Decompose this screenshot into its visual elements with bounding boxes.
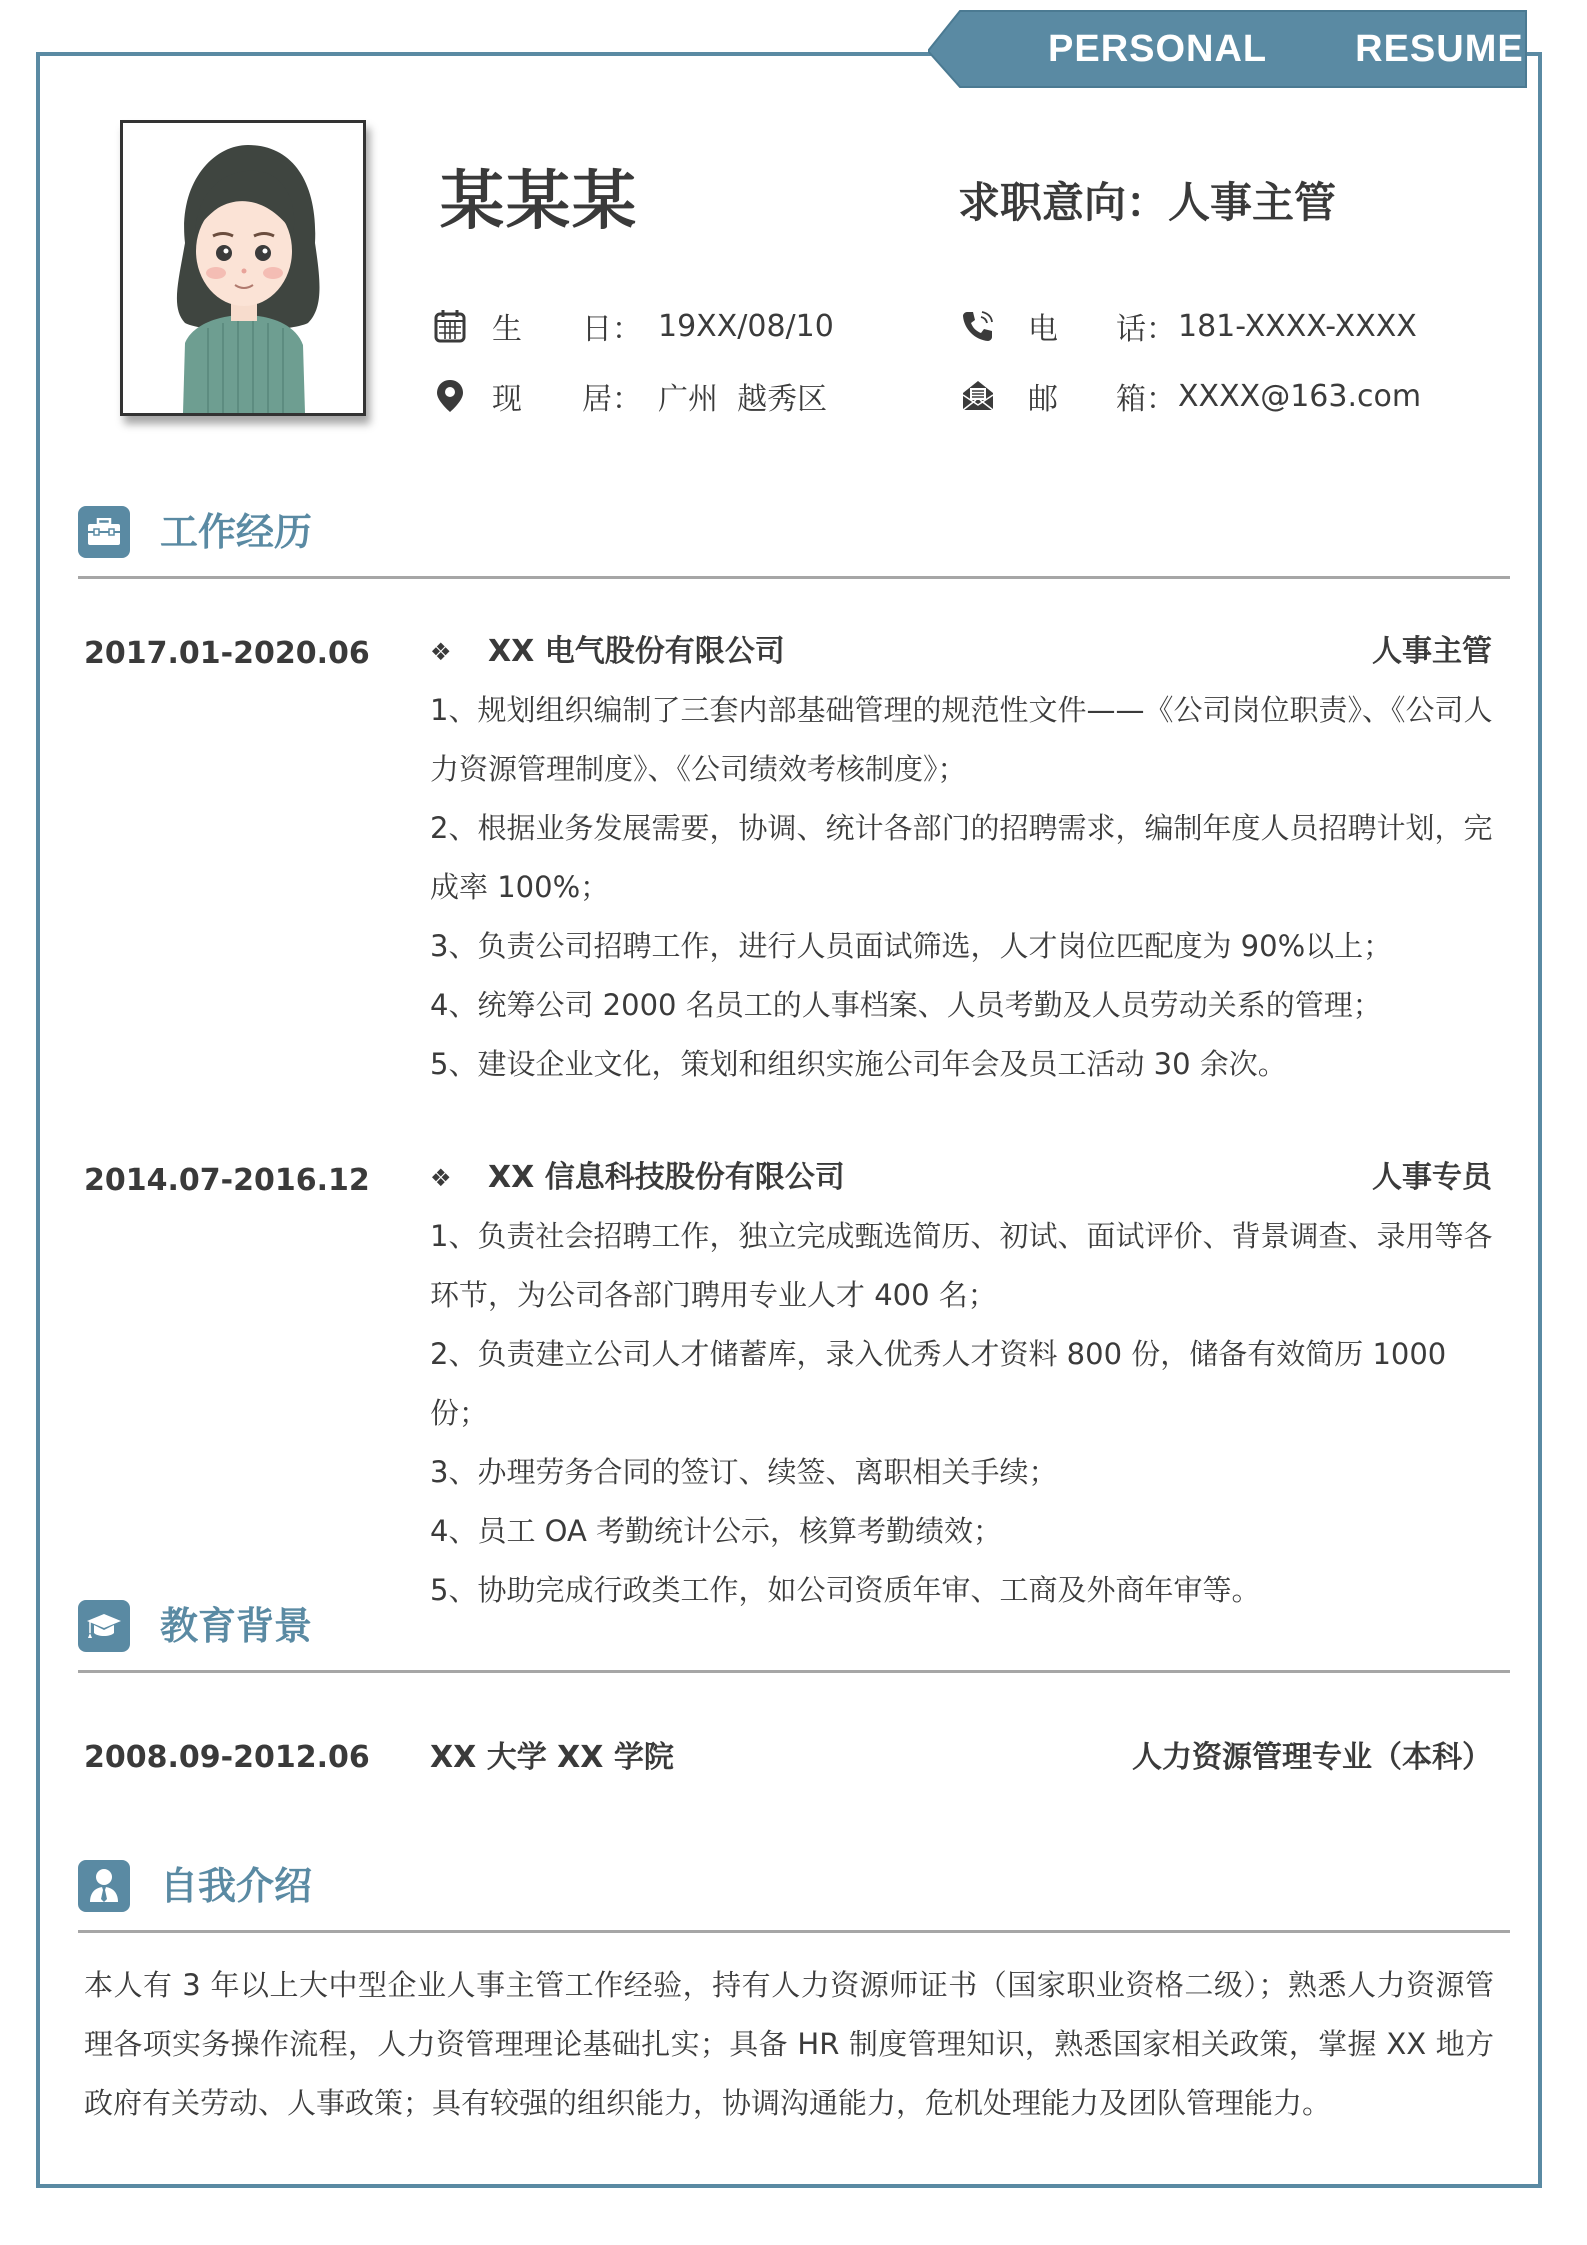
job-date: 2014.07-2016.12 (84, 1163, 370, 1198)
section-header-work (78, 506, 1510, 586)
briefcase-icon (78, 506, 130, 558)
job-role: 人事专员 (1372, 1160, 1492, 1195)
education-entry (84, 1738, 1492, 1778)
email-label: 邮 (1028, 382, 1058, 417)
resume-banner (928, 10, 1528, 88)
duty-item: 2、负责建立公司人才储蓄库，录入优秀人才资料 800 份，储备有效简历 1000 份； (430, 1337, 1447, 1430)
info-phone (958, 306, 1518, 346)
job-duties (430, 681, 1500, 1094)
diamond-bullet-icon: ❖ (430, 638, 452, 666)
duty-item: 5、协助完成行政类工作，如公司资质年审、工商及外商年审等。 (430, 1573, 1261, 1607)
graduation-cap-icon (78, 1600, 130, 1652)
education-date: 2008.09-2012.06 (84, 1740, 370, 1775)
banner-title: PERSONAL RESUME (1048, 28, 1524, 70)
birthday-label-suffix: 日： (582, 312, 642, 347)
residence-label: 现 (492, 382, 522, 417)
birthday-value: 19XX/08/10 (658, 308, 834, 344)
job-intent: 求职意向：人事主管 (958, 178, 1337, 227)
section-divider (78, 576, 1510, 579)
phone-value[interactable]: 181-XXXX-XXXX (1178, 308, 1417, 344)
section-title-about: 自我介绍 (160, 1864, 313, 1908)
section-header-about (78, 1860, 1510, 1940)
residence-value: 广州 越秀区 (658, 382, 828, 417)
diamond-bullet-icon: ❖ (430, 1164, 452, 1192)
location-pin-icon (430, 376, 470, 416)
phone-label: 电 (1028, 312, 1058, 347)
section-title-work: 工作经历 (160, 510, 313, 554)
job-header (430, 632, 1492, 672)
job-date: 2017.01-2020.06 (84, 636, 370, 671)
calendar-icon (430, 306, 470, 346)
duty-item: 3、办理劳务合同的签订、续签、离职相关手续； (430, 1455, 1058, 1489)
company-name: XX 信息科技股份有限公司 (488, 1160, 845, 1195)
duty-item: 5、建设企业文化，策划和组织实施公司年会及员工活动 30 余次。 (430, 1047, 1287, 1081)
residence-label-suffix: 居： (582, 382, 642, 417)
job-duties (430, 1207, 1500, 1620)
duty-item: 3、负责公司招聘工作，进行人员面试筛选，人才岗位匹配度为 90%以上； (430, 929, 1393, 963)
duty-item: 1、负责社会招聘工作，独立完成甄选简历、初试、面试评价、背景调查、录用等各环节，为公司各部门聘用专业人才 400 名； (430, 1219, 1493, 1312)
birthday-label: 生 (492, 312, 522, 347)
section-divider (78, 1930, 1510, 1933)
duty-item: 4、统筹公司 2000 名员工的人事档案、人员考勤及人员劳动关系的管理； (430, 988, 1382, 1022)
profile-photo (120, 120, 366, 416)
job-header (430, 1158, 1492, 1198)
avatar-illustration (123, 123, 363, 413)
phone-icon (958, 306, 998, 346)
applicant-name: 某某某 (440, 165, 638, 239)
school-name: XX 大学 XX 学院 (430, 1740, 674, 1775)
email-value[interactable]: XXXX@163.com (1178, 378, 1422, 414)
envelope-icon (958, 376, 998, 416)
info-email (958, 376, 1518, 416)
info-residence (430, 376, 870, 416)
duty-item: 2、根据业务发展需要，协调、统计各部门的招聘需求，编制年度人员招聘计划，完成率 100%； (430, 811, 1493, 904)
section-divider (78, 1670, 1510, 1673)
section-title-education: 教育背景 (160, 1604, 313, 1648)
email-label-suffix: 箱： (1116, 382, 1176, 417)
duty-item: 4、员工 OA 考勤统计公示，核算考勤绩效； (430, 1514, 1003, 1548)
company-name: XX 电气股份有限公司 (488, 634, 785, 669)
major-name: 人力资源管理专业（本科） (1132, 1740, 1492, 1775)
person-tie-icon (78, 1860, 130, 1912)
self-introduction-text: 本人有 3 年以上大中型企业人事主管工作经验，持有人力资源师证书（国家职业资格二级）；熟悉人力资源管理各项实务操作流程，人力资管理理论基础扎实；具备 HR 制度管理知识，熟悉国家相关政策，掌握 XX 地方政府有关劳动、人事政策；具有较强的组织能力，协调沟通能力，危机处理能力及团队管理能力。 (84, 1968, 1494, 2120)
job-role: 人事主管 (1372, 634, 1492, 669)
section-header-education (78, 1600, 1510, 1680)
info-birthday (430, 306, 870, 346)
phone-label-suffix: 话： (1116, 312, 1176, 347)
duty-item: 1、规划组织编制了三套内部基础管理的规范性文件——《公司岗位职责》、《公司人力资源管理制度》、《公司绩效考核制度》； (430, 693, 1493, 786)
